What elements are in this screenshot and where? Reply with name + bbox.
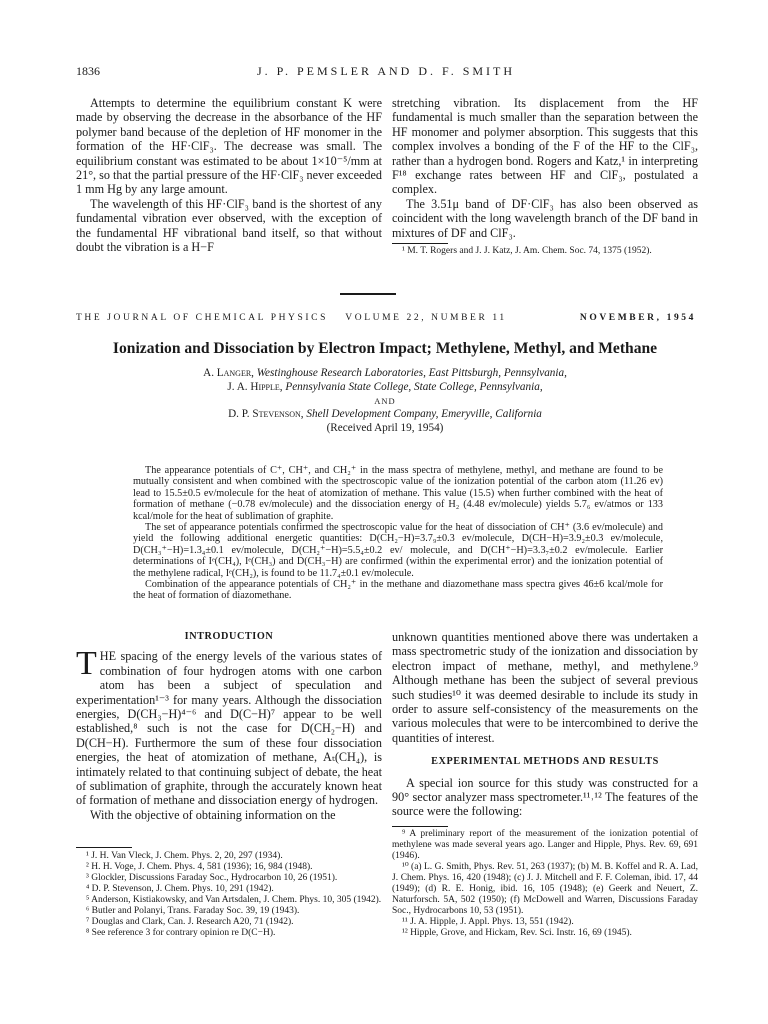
paragraph: unknown quantities mentioned above there was undertaken a mass spectrometric study of the ionization and dissociation by electron impact of methane, methyl, and methylene.⁹ Although methane has been the subject of several previous such studies¹⁰ it was deemed desirable to include its study in order to assure self-consistency of the measurements on the various molecules that were to be intercombined to derive the quantities of interest. xyxy=(392,630,698,745)
article-title: Ionization and Dissociation by Electron Impact; Methylene, Methyl, and Methane xyxy=(112,340,658,357)
footnote: ¹² Hipple, Grove, and Hickam, Rev. Sci. Instr. 16, 69 (1945). xyxy=(402,928,632,938)
left-footnotes xyxy=(76,851,382,939)
paragraph: stretching vibration. Its displacement from the HF fundamental is much smaller than the separation between the HF monomer and polymer absorption. This suggests that this complex involves a bonding of the F of the HF to the ClF₃, rather than a hydrogen bond. Rogers and Katz,¹ in interpreting F¹⁸ exchange rates between HF and ClF₃, postulated a complex. xyxy=(392,96,698,197)
paragraph: The wavelength of this HF·ClF₃ band is the shortest of any fundamental vibration ever observed, with the exception of the fundamental HF vibrational band itself, so that without doubt the vibration is a H−F xyxy=(76,196,382,255)
footnote: ¹ J. H. Van Vleck, J. Chem. Phys. 2, 20, 297 (1934). xyxy=(86,851,283,861)
author-name: A. Langer, xyxy=(203,367,254,379)
footnote: ³ Glockler, Discussions Faraday Soc., Hydrocarbon 10, 26 (1951). xyxy=(86,873,338,883)
footnote: ⁶ Butler and Polanyi, Trans. Faraday Soc. 39, 19 (1943). xyxy=(86,906,300,916)
prev-article-footnote xyxy=(392,246,698,257)
drop-cap: T xyxy=(76,645,97,683)
paragraph: The 3.51μ band of DF·ClF₃ has also been observed as coincident with the long wavelength branch of the DF band in mixtures of DF and ClF₃. xyxy=(392,196,698,240)
journal-volume: VOLUME 22, NUMBER 11 xyxy=(345,313,507,323)
prev-article-left-column xyxy=(76,96,382,254)
author-and: AND xyxy=(374,395,396,406)
footnote: ⁷ Douglas and Clark, Can. J. Research A20, 71 (1942). xyxy=(86,917,294,927)
page-number: 1836 xyxy=(76,64,100,78)
abstract-paragraph: Combination of the appearance potentials of CH₂⁺ in the methane and diazomethane mass spectra gives 46±6 kcal/mole for the heat of formation of diazomethane. xyxy=(133,579,663,602)
footnote: ⁵ Anderson, Kistiakowsky, and Van Artsdalen, J. Chem. Phys. 10, 305 (1942). xyxy=(86,895,382,905)
intro-column xyxy=(76,630,382,822)
footnote: ¹ M. T. Rogers and J. J. Katz, J. Am. Chem. Soc. 74, 1375 (1952). xyxy=(402,246,652,256)
journal-date: NOVEMBER, 1954 xyxy=(579,313,696,323)
footnote-rule xyxy=(392,243,448,244)
abstract-paragraph: The appearance potentials of C⁺, CH⁺, and CH₂⁺ in the mass spectra of methylene, methyl, and methane are found to be mutually consistent and when combined with the spectroscopic value of the ionization potential of the carbon atom (11.26 ev) lead to 15.5±0.5 ev/molecule for the heat of atomization of methane. This value (15.5) when further combined with the heat of formation of methane (−0.78 ev/molecule) and the dissociation energy of H₂ (4.48 ev/molecule) yields 5.7₆ ev/atmos or 133 kcal/mole for the heat of sublimation of graphite. xyxy=(133,465,663,522)
author-affiliation: Pennsylvania State College, State College, Pennsylvania, xyxy=(285,380,543,393)
author-affiliation: Shell Development Company, Emeryville, California xyxy=(306,408,542,421)
author-affiliation: Westinghouse Research Laboratories, East Pittsburgh, Pennsylvania, xyxy=(256,367,567,379)
prev-article-right-column xyxy=(392,96,698,240)
abstract xyxy=(133,465,663,602)
abstract-paragraph: The set of appearance potentials confirmed the spectroscopic value for the heat of dissociation of CH⁺ (3.6 ev/molecule) and yield the following additional energetic quantities: D(CH₂−H)=3.7₉±0.3 ev/molecule, D(CH−H)=3.9₂±0.3 ev/molecule, D(CH₃⁺−H)=1.3₄±0.1 ev/molecule, D(CH₂⁺−H)=5.5₄±0.2 ev/ molecule, and D(CH⁺−H)=3.3₇±0.2 ev/molecule. Earlier determinations of Iᵉ(CH₄), Iᵉ(CH₃) and D(CH₃−H) are confirmed (within the experimental error) and the ionization potential of the methylene radical, Iᵉ(CH₂), is found to be 11.7₄±0.1 ev/molecule. xyxy=(133,522,663,579)
section-heading: EXPERIMENTAL METHODS AND RESULTS xyxy=(431,756,659,768)
article-separator xyxy=(340,293,396,295)
footnote: ¹¹ J. A. Hipple, J. Appl. Phys. 13, 551 (1942). xyxy=(402,917,574,927)
paragraph: With the objective of obtaining information on the xyxy=(90,807,336,822)
footnote: ¹⁰ (a) L. G. Smith, Phys. Rev. 51, 263 (1937); (b) M. B. Koffel and R. A. Lad, J. Chem. Phys. 16, 420 (1948); (c) J. J. Mitchell and F. F. Coleman, ibid. 17, 44 (1949); (d) R. E. Honig, ibid. 16, 105 (1948); (e) Geerk and Neuert, Z. Naturforsch. 5A, 502 (1950); (f) McDowell and Warren, Discussions Faraday Soc., Hydrocarbons 10, 53 (1951). xyxy=(392,862,698,916)
running-head-authors: J. P. PEMSLER AND D. F. SMITH xyxy=(256,64,516,78)
right-column xyxy=(392,630,698,819)
paragraph xyxy=(76,645,382,808)
footnote: ⁹ A preliminary report of the measurement of the ionization potential of methylene was made several years ago. Langer and Hipple, Phys. Rev. 69, 691 (1946). xyxy=(392,829,698,861)
author-block xyxy=(120,367,650,436)
author-name: D. P. Stevenson, xyxy=(228,408,304,421)
author-name: J. A. Hipple, xyxy=(227,380,283,393)
footnote: ⁸ See reference 3 for contrary opinion re D(C−H). xyxy=(86,928,276,938)
paragraph: Attempts to determine the equilibrium constant K were made by observing the decrease in the absorbance of the HF polymer band because of the depletion of HF monomer in the formation of the HF·ClF₃. The decrease was small. The equilibrium constant was estimated to be about 1×10⁻⁵/mm at 21°, so that the partial pressure of the HF·ClF₃ never exceeded 1 mm Hg by any large amount. xyxy=(76,96,382,197)
footnote-rule xyxy=(392,826,448,827)
footnote: ⁴ D. P. Stevenson, J. Chem. Phys. 10, 291 (1942). xyxy=(86,884,274,894)
footnote-rule xyxy=(76,847,132,848)
running-head xyxy=(76,64,696,80)
received-date: (Received April 19, 1954) xyxy=(326,422,444,435)
journal-name: THE JOURNAL OF CHEMICAL PHYSICS xyxy=(76,313,328,323)
paragraph: A special ion source for this study was constructed for a 90° sector analyzer mass spectrometer.¹¹˒¹² The features of the source were the following: xyxy=(392,775,698,819)
footnote: ² H. H. Voge, J. Chem. Phys. 4, 581 (1936); 16, 984 (1948). xyxy=(86,862,313,872)
paragraph-text: HE spacing of the energy levels of the various states of combination of four hydrogen atoms with one carbon atom has been a subject of speculation and experimentation¹⁻³ for many years. Although the dissociation energies, D(CH₃−H)⁴⁻⁶ and D(C−H)⁷ appear to be well established,⁸ such is not the case for D(CH₂−H) and D(CH−H). Furthermore the sum of these four dissociation energies, the heat of atomization of methane, Aₜ(CH₄), is intimately related to that continuing subject of debate, the heat of sublimation of graphite, through the accurately known heat of formation of methane and dissociation energy of hydrogen. xyxy=(76,649,382,808)
section-heading: INTRODUCTION xyxy=(184,631,274,642)
right-footnotes xyxy=(392,829,698,939)
